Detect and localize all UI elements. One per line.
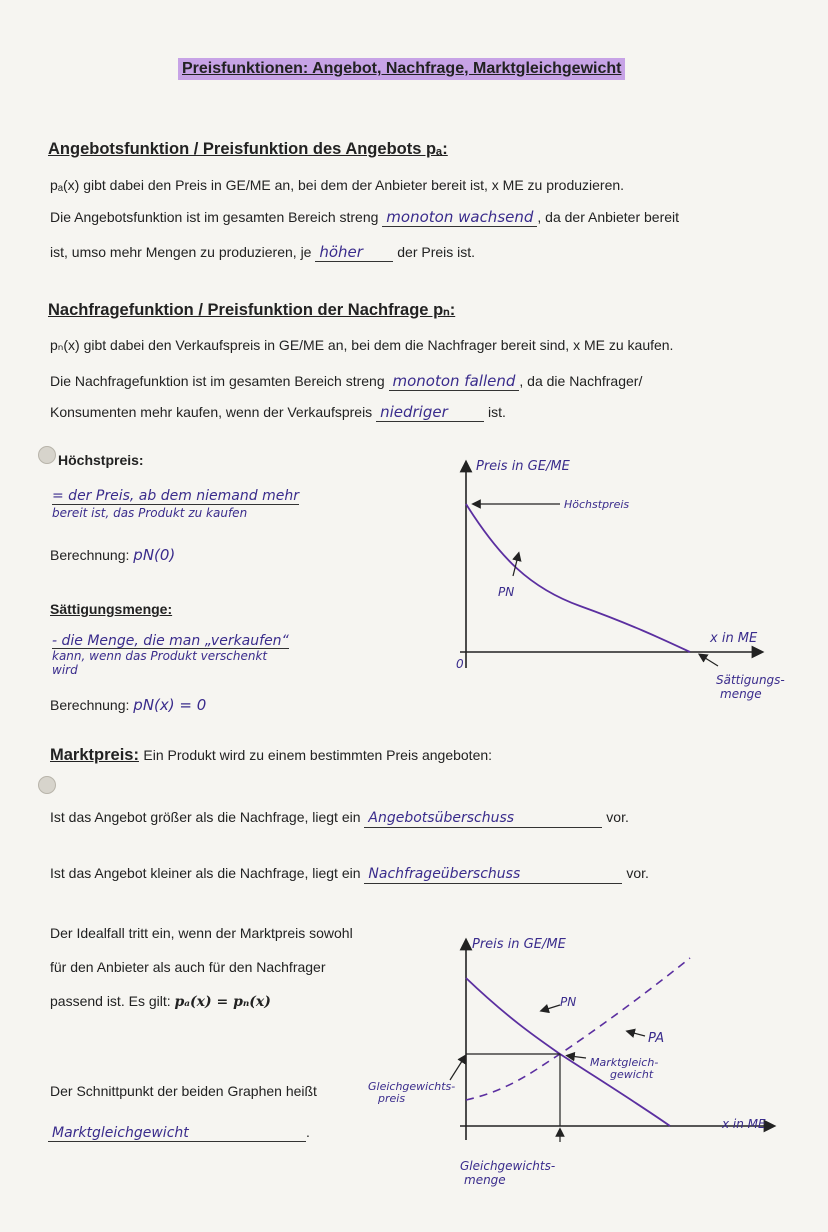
schnittpunkt-answer bbox=[48, 1124, 310, 1142]
angebot-line2-post: , da der Anbieter bereit bbox=[537, 209, 680, 225]
graph2-gp-arrow bbox=[450, 1058, 464, 1080]
graph2-mg-arrow bbox=[570, 1056, 586, 1058]
marktgleichgewicht-graph bbox=[360, 930, 800, 1200]
saettigung-label: Sättigungsmenge: bbox=[50, 601, 173, 617]
saettigung-calc bbox=[50, 696, 206, 714]
graph1-pn-curve bbox=[466, 504, 690, 652]
nachfrage-line2-pre: Die Nachfragefunktion ist im gesamten Bereich streng bbox=[50, 373, 385, 389]
graph2-pa-curve bbox=[466, 958, 690, 1100]
graph2-gp-label-2: preis bbox=[378, 1092, 406, 1105]
schnittpunkt-end: . bbox=[306, 1124, 310, 1140]
nachfrageueberschuss-line bbox=[50, 864, 649, 884]
nachfrage-line2-post: , da die Nachfrager/ bbox=[519, 373, 643, 389]
angebot-line2-pre: Die Angebotsfunktion ist im gesamten Bereich streng bbox=[50, 209, 379, 225]
graph2-pa-arrow bbox=[630, 1032, 645, 1036]
graph2-pn-label: PN bbox=[560, 995, 577, 1009]
graph2-y-label: Preis in GE/ME bbox=[472, 937, 566, 952]
unter-pre: Ist das Angebot kleiner als die Nachfrage, liegt ein bbox=[50, 865, 361, 881]
graph2-gm-label-2: menge bbox=[464, 1173, 506, 1187]
graph1-origin: 0 bbox=[456, 657, 464, 671]
graph1-hoechstpreis-label: Höchstpreis bbox=[564, 498, 630, 511]
nachfrage-line2-fill: monoton fallend bbox=[389, 372, 520, 391]
ueber-fill: Angebotsüberschuss bbox=[364, 809, 602, 828]
nachfrage-line3-post: ist. bbox=[487, 404, 506, 420]
graph2-pa-label: PA bbox=[648, 1031, 665, 1046]
graph1-saettigung-label-1: Sättigungs- bbox=[716, 673, 785, 687]
angebot-line3-pre: ist, umso mehr Mengen zu produzieren, je bbox=[50, 244, 312, 260]
hoechstpreis-calc-value: pN(0) bbox=[133, 546, 176, 564]
angebot-line3 bbox=[50, 243, 475, 262]
graph1-x-label: x in ME bbox=[710, 631, 758, 646]
nachfrage-line1: pₙ(x) gibt dabei den Verkaufspreis in GE/ME an, bei dem die Nachfrager bereit sind, x ME zu kaufen. bbox=[50, 337, 674, 353]
graph1-saettigung-label-2: menge bbox=[720, 687, 762, 701]
graph1-saettigung-arrow bbox=[702, 656, 718, 666]
angebot-line2-fill: monoton wachsend bbox=[382, 208, 537, 227]
ideal-line3-text: passend ist. Es gilt: bbox=[50, 993, 171, 1009]
nachfrage-line2 bbox=[50, 372, 642, 391]
saettigung-def2: kann, wenn das Produkt verschenkt bbox=[52, 649, 268, 663]
hoechstpreis-calc-label: Berechnung: bbox=[50, 547, 130, 563]
ideal-line1: Der Idealfall tritt ein, wenn der Marktpreis sowohl bbox=[50, 925, 353, 941]
graph2-x-label: x in ME bbox=[722, 1117, 766, 1131]
ideal-formula: pₐ(x) = pₙ(x) bbox=[174, 994, 271, 1010]
graph2-mg-label-2: gewicht bbox=[610, 1068, 654, 1081]
nachfrage-line3 bbox=[50, 403, 506, 422]
ideal-line2: für den Anbieter als auch für den Nachfrager bbox=[50, 959, 326, 975]
saettigung-def1: - die Menge, die man „verkaufen“ bbox=[52, 633, 289, 649]
angebot-line1: pₐ(x) gibt dabei den Preis in GE/ME an, bei dem der Anbieter bereit ist, x ME zu produzieren. bbox=[50, 177, 625, 193]
angebot-heading: Angebotsfunktion / Preisfunktion des Angebots pₐ: bbox=[48, 140, 448, 158]
hoechstpreis-calc bbox=[50, 546, 175, 564]
graph2-pn-arrow bbox=[544, 1005, 560, 1010]
marktpreis-text: Ein Produkt wird zu einem bestimmten Preis angeboten: bbox=[143, 747, 493, 763]
nachfrage-line3-fill: niedriger bbox=[376, 403, 484, 422]
angebot-line3-post: der Preis ist. bbox=[397, 244, 476, 260]
hoechstpreis-label: Höchstpreis: bbox=[58, 452, 144, 468]
punch-hole-1 bbox=[38, 446, 56, 464]
graph2-gm-label-1: Gleichgewichts- bbox=[460, 1159, 556, 1173]
angebot-line2 bbox=[50, 208, 679, 227]
marktpreis-label: Marktpreis: bbox=[50, 746, 139, 764]
nachfrage-line3-pre: Konsumenten mehr kaufen, wenn der Verkaufspreis bbox=[50, 404, 373, 420]
graph2-gp-label-1: Gleichgewichts- bbox=[368, 1080, 456, 1093]
unter-post: vor. bbox=[626, 865, 649, 881]
hoechstpreis-def2: bereit ist, das Produkt zu kaufen bbox=[52, 506, 248, 520]
unter-fill: Nachfrageüberschuss bbox=[364, 865, 622, 884]
marktpreis-line bbox=[50, 746, 492, 765]
graph1-pn-label: PN bbox=[498, 585, 515, 599]
nachfrage-graph bbox=[440, 448, 820, 718]
graph1-y-label: Preis in GE/ME bbox=[476, 459, 570, 474]
hoechstpreis-def1: = der Preis, ab dem niemand mehr bbox=[52, 488, 299, 504]
graph2-mg-label-1: Marktgleich- bbox=[590, 1056, 659, 1069]
saettigung-definition bbox=[52, 634, 289, 677]
ideal-line3 bbox=[50, 992, 271, 1011]
page-title: Preisfunktionen: Angebot, Nachfrage, Marktgleichgewicht bbox=[178, 58, 625, 80]
hoechstpreis-definition bbox=[52, 488, 299, 521]
nachfrage-heading: Nachfragefunktion / Preisfunktion der Nachfrage pₙ: bbox=[48, 301, 456, 319]
saettigung-calc-value: pN(x) = 0 bbox=[133, 696, 207, 714]
angebot-line3-fill: höher bbox=[315, 243, 393, 262]
ueber-pre: Ist das Angebot größer als die Nachfrage, liegt ein bbox=[50, 809, 361, 825]
ueber-post: vor. bbox=[606, 809, 629, 825]
schnittpunkt-line: Der Schnittpunkt der beiden Graphen heißt bbox=[50, 1083, 317, 1099]
angebotsueberschuss-line bbox=[50, 808, 629, 828]
saettigung-def3: wird bbox=[52, 663, 78, 677]
saettigung-calc-label: Berechnung: bbox=[50, 697, 130, 713]
schnittpunkt-fill: Marktgleichgewicht bbox=[48, 1125, 306, 1142]
punch-hole-2 bbox=[38, 776, 56, 794]
